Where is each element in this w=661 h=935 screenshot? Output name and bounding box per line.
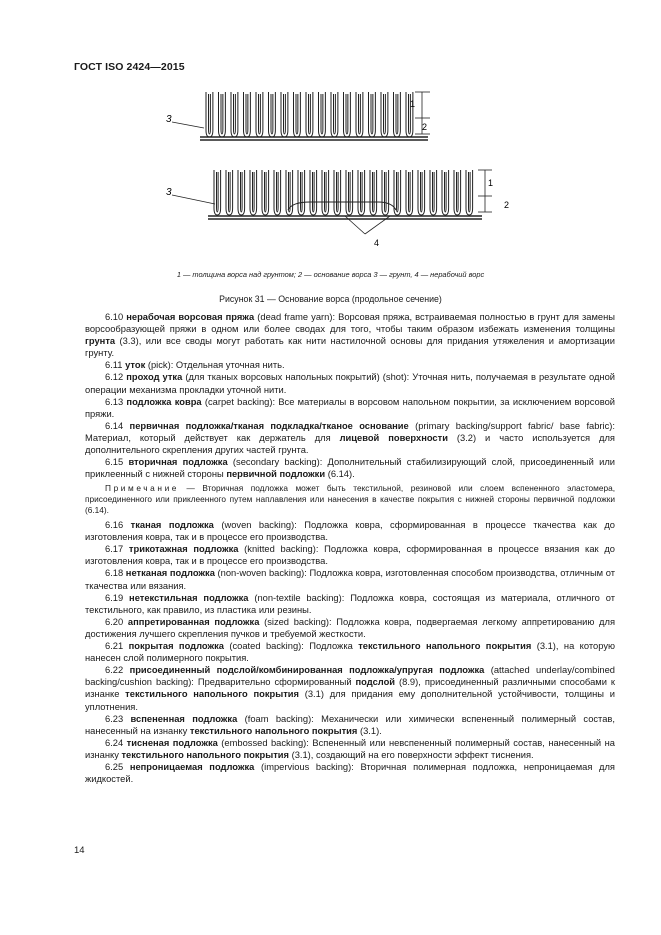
figure-legend: 1 — толщина ворса над грунтом; 2 — основание ворса 3 — грунт, 4 — нерабочий ворс xyxy=(176,270,485,279)
page-number: 14 xyxy=(74,845,85,856)
paragraph-6-20: 6.20 аппретированная подложка (sized backing): Подложка ковра, подвергаемая легкому аппретированию для достижения лучшего скрепления пучков и требуемой жесткости. xyxy=(85,616,615,639)
paragraph-6-15: 6.15 вторичная подложка (secondary backing): Дополнительный стабилизирующий слой, присоединенный или приклеенный с нижней стороны первичной подложки (6.14). xyxy=(85,457,615,480)
document-body xyxy=(85,311,615,785)
paragraph-6-17: 6.17 трикотажная подложка (knitted backing): Подложка ковра, сформированная в процессе вязания как до изготовления ковра, так и в процессе его производства. xyxy=(85,544,615,567)
paragraph-6-12: 6.12 проход утка (для тканых ворсовых напольных покрытий) (shot): Уточная нить, получаемая в результате одной операции механизма прокладки уточной нити. xyxy=(85,372,615,395)
paragraph-6-11: 6.11 уток (pick): Отдельная уточная нить. xyxy=(105,360,285,371)
pile-base-diagram xyxy=(160,82,540,267)
label-2-top: 2 xyxy=(422,122,428,132)
paragraph-6-23: 6.23 вспененная подложка (foam backing): Механически или химически вспененный полимерный состав, нанесенный на изнанку текстильного напольного покрытия (3.1). xyxy=(85,713,615,736)
paragraph-6-10: 6.10 нерабочая ворсовая пряжа (dead frame yarn): Ворсовая пряжа, встраиваемая полностью в грунт для замены ворсообразующей пряжи в одном или более сводах для того, чтобы таким образом избежать изменения толщины грунта (3.3), или все своды могут работать как нити настилочной основы для придания утяжеления и амортизации грунту. xyxy=(85,312,615,359)
paragraph-6-22: 6.22 присоединенный подслой/комбинированная подложка/упругая подложка (attached underlay/combined backing/cushion backing): Предварительно сформированный подслой (8.9), присоединенный различными способами к изнанке текстильного напольного покрытия (3.1) для придания ему дополнительной устойчивости, толщины и уплотнения. xyxy=(85,665,615,712)
paragraph-6-19: 6.19 нетекстильная подложка (non-textile backing): Подложка ковра, состоящая из материала, отличного от текстильного, как правило, из пластика или резины. xyxy=(85,592,616,615)
note-label: Примечание xyxy=(105,483,180,494)
label-3-bottom: 3 xyxy=(166,187,172,198)
pile-loops-top xyxy=(206,92,416,137)
paragraph-6-24: 6.24 тисненая подложка (embossed backing): Вспененный или невспененный полимерный состав, нанесенный на изнанку текстильного напольного покрытия (3.1), создающий на его поверхности эффект тиснения. xyxy=(85,737,615,760)
paragraph-6-16: 6.16 тканая подложка (woven backing): Подложка ковра, сформированная в процессе ткачества как до изготовления ковра, так и в процессе его производства. xyxy=(85,520,615,543)
label-1-bottom: 1 xyxy=(488,178,494,188)
paragraph-6-13: 6.13 подложка ковра (carpet backing): Все материалы в ворсовом напольном покрытии, за исключением ворсовой пряжи. xyxy=(85,396,615,419)
label-1-top: 1 xyxy=(410,99,416,109)
document-header: ГОСТ ISO 2424—2015 xyxy=(74,61,185,73)
paragraph-6-18: 6.18 нетканая подложка (non-woven backing): Подложка ковра, изготовленная способом производства, отличным от ткачества или вязания. xyxy=(85,568,615,591)
label-4: 4 xyxy=(374,238,380,248)
figure-caption: Рисунок 31 — Основание ворса (продольное сечение) xyxy=(219,294,442,304)
paragraph-6-25: 6.25 непроницаемая подложка (impervious backing): Вторичная полимерная подложка, непроницаемая для жидкостей. xyxy=(85,761,615,785)
label-3-top: 3 xyxy=(166,114,172,125)
paragraph-6-14: 6.14 первичная подложка/тканая подкладка/тканое основание (primary backing/support fabric/ base fabric): Материал, который действует как держатель для лицевой поверхности (3.2) и часто используется для дополнительного скрепления других частей грунта. xyxy=(85,420,616,456)
label-2-bottom: 2 xyxy=(504,200,510,210)
pile-loops-bottom xyxy=(214,170,473,215)
note: Примечание — Вторичная подложка может быть текстильной, резиновой или слоем вспененного эластомера, присоединенного или приклеенного путем наплавления или нанесения в качестве покрытия с нижней стороны первичной подложки (6.14). xyxy=(85,483,615,515)
paragraph-6-21: 6.21 покрытая подложка (coated backing): Подложка текстильного напольного покрытия (3.1), на которую нанесен слой полимерного покрытия. xyxy=(85,641,615,664)
